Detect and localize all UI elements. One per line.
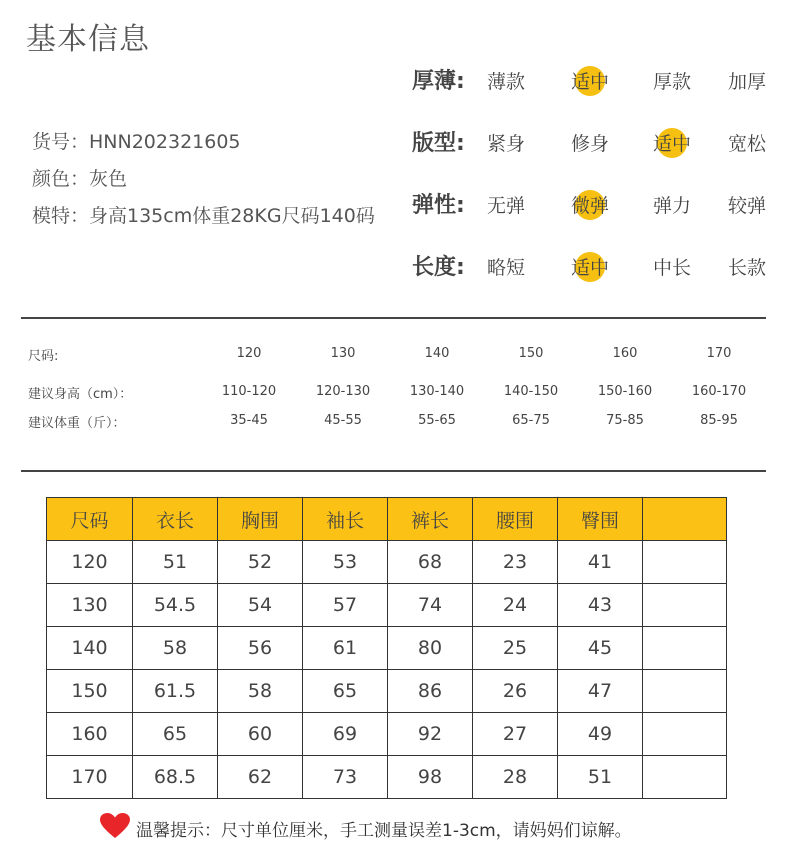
table-cell: 56 [218, 627, 303, 670]
rec-size: 170 [706, 346, 732, 361]
table-cell: 45 [558, 627, 643, 670]
rec-height: 110-120 [221, 384, 277, 399]
tip-note [100, 813, 632, 844]
table-cell: 80 [388, 627, 473, 670]
rec-height: 120-130 [315, 384, 371, 399]
rec-size: 130 [330, 346, 356, 361]
table-cell: 51 [558, 756, 643, 799]
size-table [46, 497, 727, 799]
basic-info [32, 124, 375, 235]
table-row [47, 627, 727, 670]
table-cell: 86 [388, 670, 473, 713]
table-cell: 61 [303, 627, 388, 670]
model-info: 模特：身高135cm体重28KG尺码140码 [32, 205, 375, 227]
table-cell: 120 [47, 541, 133, 584]
attr-option-selected: 适中 [560, 248, 620, 288]
attr-option: 薄款 [486, 71, 525, 93]
table-cell [643, 756, 727, 799]
item-number: 货号：HNN202321605 [32, 131, 241, 153]
attr-option: 无弹 [486, 195, 525, 217]
attr-label: 厚薄: [412, 69, 465, 94]
table-cell [643, 627, 727, 670]
attr-option: 修身 [570, 133, 609, 155]
table-cell: 54 [218, 584, 303, 627]
attr-option: 中长 [652, 257, 691, 279]
attr-option: 长款 [727, 257, 766, 279]
attr-label: 弹性: [412, 193, 465, 218]
table-cell: 69 [303, 713, 388, 756]
table-cell: 43 [558, 584, 643, 627]
attr-row-thickness [412, 62, 782, 102]
table-cell: 92 [388, 713, 473, 756]
table-cell: 150 [47, 670, 133, 713]
table-cell [643, 713, 727, 756]
attr-option-selected: 适中 [560, 62, 620, 102]
attr-option: 加厚 [727, 71, 766, 93]
table-cell: 170 [47, 756, 133, 799]
table-cell: 53 [303, 541, 388, 584]
table-cell: 25 [473, 627, 558, 670]
header-cell [643, 498, 727, 541]
rec-height: 160-170 [691, 384, 747, 399]
attr-option: 弹力 [652, 195, 691, 217]
table-cell [643, 541, 727, 584]
attr-row-fit [412, 124, 782, 164]
table-row [47, 756, 727, 799]
rec-weight: 45-55 [324, 413, 362, 428]
table-cell [643, 670, 727, 713]
table-cell: 62 [218, 756, 303, 799]
header-cell: 腰围 [473, 498, 558, 541]
table-cell: 73 [303, 756, 388, 799]
table-cell: 140 [47, 627, 133, 670]
table-cell: 65 [303, 670, 388, 713]
attr-label: 版型: [412, 131, 465, 156]
color-info: 颜色：灰色 [32, 168, 128, 190]
attr-option: 宽松 [727, 133, 766, 155]
rec-height-label: 建议身高（cm）： [28, 387, 133, 402]
rec-weight: 75-85 [606, 413, 644, 428]
rec-weight: 65-75 [512, 413, 550, 428]
header-cell: 衣长 [133, 498, 218, 541]
table-cell: 57 [303, 584, 388, 627]
table-cell: 51 [133, 541, 218, 584]
table-cell: 24 [473, 584, 558, 627]
rec-height: 130-140 [409, 384, 465, 399]
rec-weight: 55-65 [418, 413, 456, 428]
rec-height: 140-150 [503, 384, 559, 399]
table-row [47, 541, 727, 584]
table-row [47, 670, 727, 713]
table-cell: 54.5 [133, 584, 218, 627]
attr-row-elasticity [412, 186, 782, 226]
table-cell: 58 [218, 670, 303, 713]
table-cell: 61.5 [133, 670, 218, 713]
table-row [47, 713, 727, 756]
rec-size: 140 [424, 346, 450, 361]
attr-label: 长度: [412, 255, 465, 280]
attr-option: 较弹 [727, 195, 766, 217]
header-cell: 胸围 [218, 498, 303, 541]
rec-size-label: 尺码: [28, 349, 59, 364]
table-cell: 65 [133, 713, 218, 756]
header-cell: 尺码 [47, 498, 133, 541]
rec-size: 120 [236, 346, 262, 361]
table-cell: 68.5 [133, 756, 218, 799]
table-cell: 130 [47, 584, 133, 627]
heart-icon [100, 813, 130, 844]
rec-weight: 85-95 [700, 413, 738, 428]
table-cell: 60 [218, 713, 303, 756]
header-cell: 臀围 [558, 498, 643, 541]
table-cell: 98 [388, 756, 473, 799]
divider [21, 470, 766, 472]
rec-weight-label: 建议体重（斤）： [28, 416, 126, 431]
table-cell: 74 [388, 584, 473, 627]
table-cell: 58 [133, 627, 218, 670]
rec-size: 150 [518, 346, 544, 361]
table-header-row [47, 498, 727, 541]
table-cell: 23 [473, 541, 558, 584]
table-cell: 68 [388, 541, 473, 584]
table-cell: 26 [473, 670, 558, 713]
tip-text: 温馨提示：尺寸单位厘米，手工测量误差1-3cm，请妈妈们谅解。 [136, 821, 632, 841]
table-cell: 41 [558, 541, 643, 584]
table-cell: 47 [558, 670, 643, 713]
attr-row-length [412, 248, 782, 288]
attr-option: 略短 [486, 257, 525, 279]
header-cell: 裤长 [388, 498, 473, 541]
rec-size: 160 [612, 346, 638, 361]
rec-weight: 35-45 [230, 413, 268, 428]
table-row [47, 584, 727, 627]
page-title: 基本信息 [26, 22, 150, 57]
attr-option-selected: 微弹 [560, 186, 620, 226]
table-cell: 28 [473, 756, 558, 799]
divider [21, 317, 766, 319]
table-cell: 49 [558, 713, 643, 756]
rec-height: 150-160 [597, 384, 653, 399]
attr-option: 厚款 [652, 71, 691, 93]
attr-option-selected: 适中 [642, 124, 702, 164]
header-cell: 袖长 [303, 498, 388, 541]
table-cell: 160 [47, 713, 133, 756]
table-cell [643, 584, 727, 627]
table-cell: 27 [473, 713, 558, 756]
table-cell: 52 [218, 541, 303, 584]
attr-option: 紧身 [486, 133, 525, 155]
